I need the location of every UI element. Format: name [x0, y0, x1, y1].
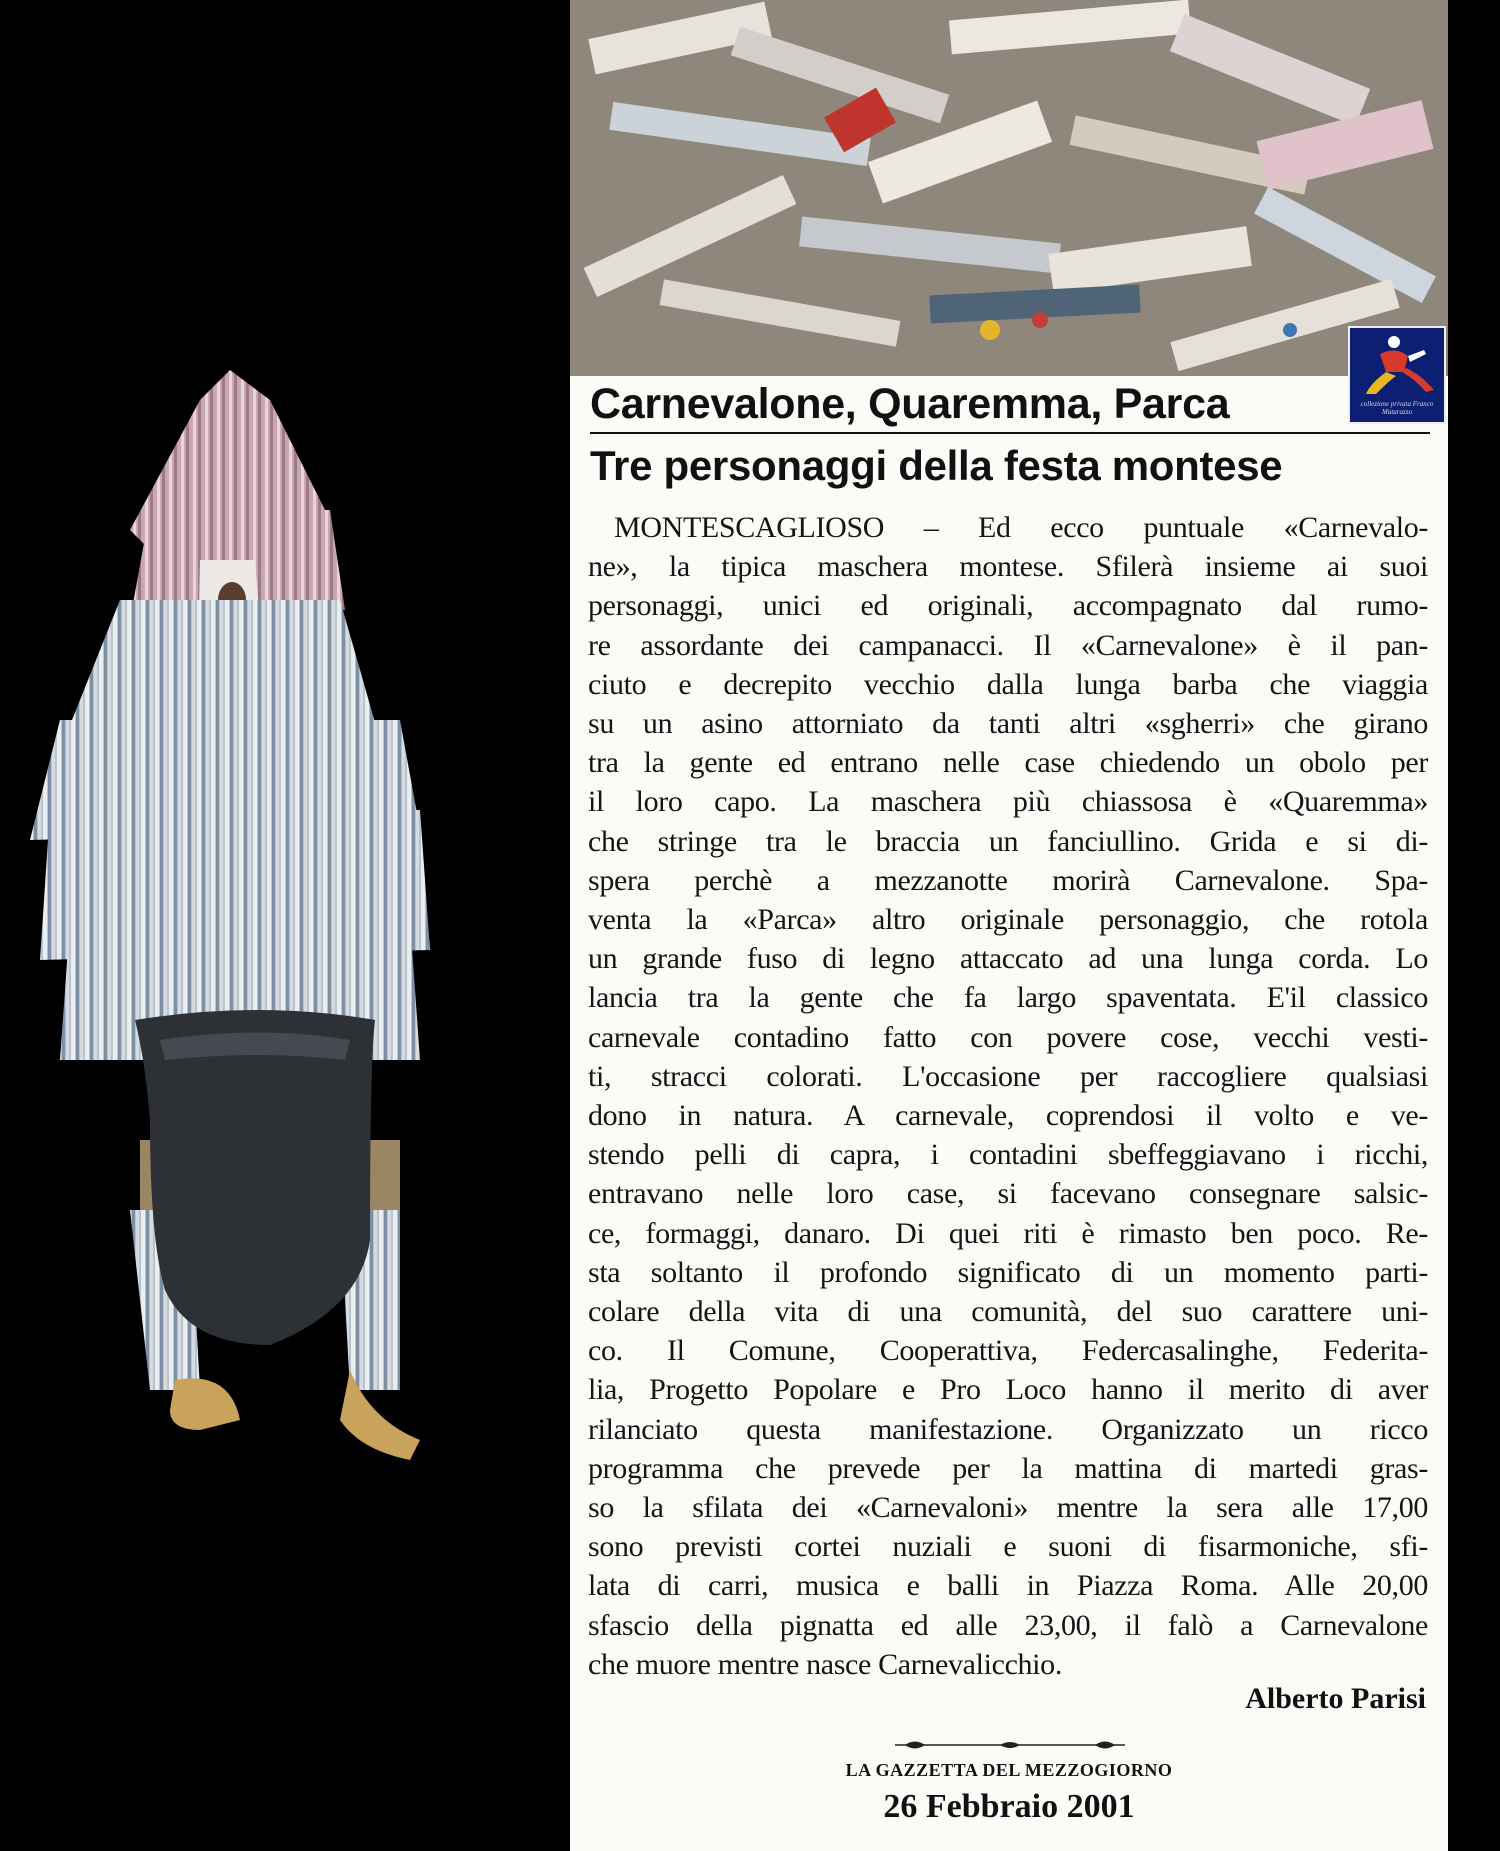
body-line: spera perchè a mezzanotte morirà Carnevalone. Spa-: [588, 863, 1428, 897]
body-line: che muore mentre nasce Carnevalicchio.: [588, 1647, 1062, 1681]
body-line: ti, stracci colorati. L'occasione per raccogliere qualsiasi: [588, 1059, 1428, 1093]
body-line: che stringe tra le braccia un fanciullino. Grida e si di-: [588, 824, 1428, 858]
body-line: programma che prevede per la mattina di martedi gras-: [588, 1451, 1428, 1485]
body-line: sono previsti cortei nuziali e suoni di fisarmoniche, sfi-: [588, 1530, 1428, 1564]
author-byline: Alberto Parisi: [1245, 1682, 1426, 1715]
publication-date: 26 Febbraio 2001: [883, 1788, 1135, 1825]
body-line: ciuto e decrepito vecchio dalla lunga barba che viaggia: [588, 667, 1428, 701]
body-line: venta la «Parca» altro originale personaggio, che rotola: [588, 903, 1428, 937]
body-line: co. Il Comune, Cooperattiva, Federcasalinghe, Federita-: [588, 1334, 1428, 1368]
headline: Carnevalone, Quaremma, Parca: [590, 380, 1230, 428]
body-line: rilanciato questa manifestazione. Organizzato un ricco: [588, 1412, 1428, 1446]
body-line: MONTESCAGLIOSO – Ed ecco puntuale «Carnevalo-: [614, 511, 1428, 544]
body-line: ce, formaggi, danaro. Di quei riti è rimasto ben poco. Re-: [588, 1216, 1428, 1250]
article-body: [588, 508, 1428, 1684]
body-line: lia, Progetto Popolare e Pro Loco hanno il merito di aver: [588, 1373, 1428, 1407]
body-line: entravano nelle loro case, si facevano consegnare salsic-: [588, 1177, 1428, 1211]
ornament-divider: [895, 1738, 1125, 1752]
body-line: re assordante dei campanacci. Il «Carnevalone» è il pan-: [588, 628, 1428, 662]
headline-rule: [590, 432, 1430, 434]
carnevalone-costume-figure: [0, 360, 560, 1480]
body-line: carnevale contadino fatto con povere cose, vecchi vesti-: [588, 1020, 1428, 1054]
body-line: sta soltanto il profondo significato di un momento parti-: [588, 1255, 1428, 1289]
body-line: su un asino attorniato da tanti altri «sgherri» che girano: [588, 707, 1428, 741]
body-line: il loro capo. La maschera più chiassosa è «Quaremma»: [588, 785, 1428, 819]
body-line: colare della vita di una comunità, del suo carattere uni-: [588, 1295, 1428, 1329]
collection-logo: [1348, 326, 1446, 424]
body-line: lata di carri, musica e balli in Piazza Roma. Alle 20,00: [588, 1569, 1428, 1603]
newspaper-clipping: [570, 0, 1448, 1851]
body-line: dono in natura. A carnevale, coprendosi il volto e ve-: [588, 1099, 1428, 1133]
body-line: un grande fuso di legno attaccato ad una lunga corda. Lo: [588, 942, 1428, 976]
newspaper-name: LA GAZZETTA DEL MEZZOGIORNO: [845, 1760, 1173, 1780]
logo-caption: collezione privata Franco Matarazzo: [1360, 400, 1434, 416]
body-line: stendo pelli di capra, i contadini sbeffeggiavano i ricchi,: [588, 1138, 1428, 1172]
body-line: lancia tra la gente che fa largo spaventata. E'il classico: [588, 981, 1428, 1015]
body-line: sfascio della pignatta ed alle 23,00, il falò a Carnevalone: [588, 1608, 1428, 1642]
body-line: personaggi, unici ed originali, accompagnato dal rumo-: [588, 589, 1428, 623]
subheadline: Tre personaggi della festa montese: [590, 442, 1283, 489]
body-line: so la sfilata dei «Carnevaloni» mentre la sera alle 17,00: [588, 1491, 1428, 1525]
body-line: ne», la tipica maschera montese. Sfilerà insieme ai suoi: [588, 550, 1428, 584]
shredded-newspaper-photo: [570, 0, 1448, 376]
body-line: tra la gente ed entrano nelle case chiedendo un obolo per: [588, 746, 1428, 780]
dancer-icon: [1350, 328, 1444, 398]
